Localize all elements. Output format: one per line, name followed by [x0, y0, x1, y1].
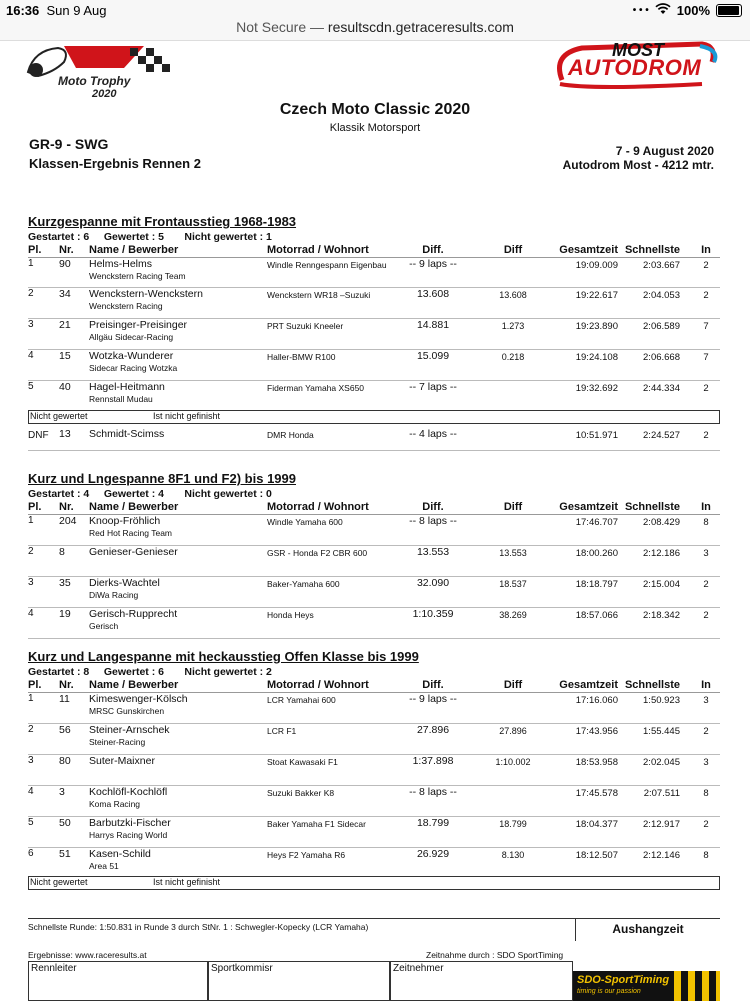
cell-diff2: 1:10.002 — [495, 757, 531, 767]
section-3 — [28, 649, 720, 890]
cell-gesamt: 18:00.260 — [575, 548, 618, 559]
cell-in: 3 — [703, 548, 709, 559]
cell-motorrad: Haller-BMW R100 — [267, 352, 336, 362]
cell-diff: 1:37.898 — [412, 755, 454, 767]
cell-in: 8 — [703, 788, 709, 799]
cell-in: 7 — [703, 352, 709, 363]
cell-team: Wenckstern Racing — [89, 301, 163, 311]
cell-name: Kochlöfl-Kochlöfl — [89, 786, 168, 798]
zeitnehmer-box: Zeitnehmer — [390, 961, 573, 1001]
cell-team: MRSC Gunskirchen — [89, 706, 165, 716]
class-code: GR-9 - SWG — [29, 136, 109, 152]
col-name: Name / Bewerber — [89, 501, 179, 513]
cell-gesamt: 19:22.617 — [575, 290, 618, 301]
cell-name: Schmidt-Scimss — [89, 428, 165, 440]
cell-name: Wotzka-Wunderer — [89, 350, 174, 362]
cell-diff: 1:10.359 — [412, 608, 454, 620]
cell-schnell: 2:12.186 — [643, 548, 680, 559]
col-motorrad: Motorrad / Wohnort — [267, 501, 369, 513]
cell-motorrad: LCR F1 — [267, 726, 297, 736]
cell-nr: 50 — [59, 817, 71, 829]
col-diff: Diff. — [422, 679, 444, 691]
cell-name: Hagel-Heitmann — [89, 381, 165, 393]
cell-nr: 3 — [59, 786, 65, 798]
cell-nr: 34 — [59, 288, 71, 300]
table-row — [28, 608, 720, 639]
cell-pl: 3 — [28, 755, 34, 766]
cell-pl: 4 — [28, 350, 34, 361]
sdo-logo-tagline: timing is our passion — [577, 988, 641, 995]
cell-nr: 19 — [59, 608, 71, 620]
cell-motorrad: Baker Yamaha F1 Sidecar — [267, 819, 366, 829]
col-name: Name / Bewerber — [89, 679, 179, 691]
cell-diff2: 1.273 — [501, 321, 525, 331]
cell-team: Wenckstern Racing Team — [89, 271, 186, 281]
cell-pl: 2 — [28, 724, 34, 735]
cell-motorrad: Baker-Yamaha 600 — [267, 579, 340, 589]
cell-diff: 27.896 — [416, 724, 450, 736]
col-diff: Diff. — [422, 501, 444, 513]
cell-pl: 5 — [28, 817, 34, 828]
cell-nr: 90 — [59, 258, 71, 270]
table-row — [28, 786, 720, 817]
table-row — [28, 258, 720, 288]
cell-schnell: 2:12.146 — [643, 850, 680, 861]
cell-gesamt: 17:45.578 — [575, 788, 618, 799]
cell-gesamt: 18:53.958 — [575, 757, 618, 768]
section-2 — [28, 471, 720, 639]
table-row — [28, 755, 720, 786]
table-row — [28, 319, 720, 350]
signal-icon: • • • — [632, 5, 649, 16]
col-motorrad: Motorrad / Wohnort — [267, 679, 369, 691]
cell-diff2: 8.130 — [501, 850, 525, 860]
nicht-gewertet-label: Nicht gewertet — [30, 411, 88, 421]
address-bar[interactable] — [0, 19, 750, 35]
cell-pl: 1 — [28, 693, 34, 704]
cell-nr: 21 — [59, 319, 71, 331]
event-venue: Autodrom Most - 4212 mtr. — [562, 158, 714, 172]
cell-name: Preisinger-Preisinger — [89, 319, 188, 331]
cell-motorrad: LCR Yamahai 600 — [267, 695, 336, 705]
col-diff2: Diff — [503, 501, 523, 513]
cell-schnell: 2:07.511 — [643, 788, 680, 799]
cell-motorrad: PRT Suzuki Kneeler — [267, 321, 344, 331]
cell-motorrad: GSR - Honda F2 CBR 600 — [267, 548, 368, 558]
cell-name: Wenckstern-Wenckstern — [89, 288, 203, 300]
fastest-lap-note: Schnellste Runde: 1:50.831 in Runde 3 durch StNr. 1 : Schwegler-Kopecky (LCR Yamaha) — [28, 922, 369, 932]
table-row — [28, 381, 720, 410]
col-in: In — [701, 501, 711, 513]
battery-icon — [716, 4, 742, 17]
results-footer — [28, 918, 720, 1001]
cell-motorrad: Windle Renngespann Eigenbau — [267, 260, 387, 270]
col-schnell: Schnellste — [624, 501, 680, 513]
cell-gesamt: 10:51.971 — [575, 430, 618, 441]
col-gesamt: Gesamtzeit — [559, 501, 618, 513]
cell-gesamt: 19:24.108 — [575, 352, 618, 363]
cell-nr: 8 — [59, 546, 65, 558]
status-right — [633, 3, 742, 18]
cell-name: Suter-Maixner — [89, 755, 155, 767]
cell-pl: 6 — [28, 848, 34, 859]
cell-gesamt: 18:57.066 — [575, 610, 618, 621]
cell-pl: 3 — [28, 577, 34, 588]
cell-schnell: 2:02.045 — [643, 757, 680, 768]
column-header-row — [28, 244, 720, 258]
cell-nr: 204 — [59, 515, 77, 527]
cell-name: Steiner-Arnschek — [89, 724, 170, 736]
col-name: Name / Bewerber — [89, 244, 179, 256]
col-pl: Pl. — [28, 244, 42, 256]
cell-diff: 15.099 — [416, 350, 450, 362]
wifi-icon — [655, 3, 671, 18]
not-secure-label: Not Secure — — [236, 19, 325, 35]
col-in: In — [701, 679, 711, 691]
nicht-gewertet-box — [28, 876, 720, 890]
cell-diff: -- 9 laps -- — [409, 258, 457, 270]
cell-diff2: 0.218 — [501, 352, 525, 362]
col-diff2: Diff — [503, 679, 523, 691]
table-row — [28, 848, 720, 876]
logo-right-most: MOST — [612, 40, 664, 60]
checkered-flag-icon — [674, 971, 720, 1001]
table-row — [28, 724, 720, 755]
cell-diff2: 13.608 — [499, 290, 527, 300]
section-title: Kurzgespanne mit Frontausstieg 1968-1983 — [28, 214, 297, 229]
cell-gesamt: 19:09.009 — [575, 260, 618, 271]
cell-diff2: 38.269 — [499, 610, 527, 620]
cell-team: DiWa Racing — [89, 590, 139, 600]
cell-pl: 2 — [28, 546, 34, 557]
cell-gesamt: 19:23.890 — [575, 321, 618, 332]
table-row — [28, 515, 720, 546]
cell-schnell: 2:06.668 — [643, 352, 680, 363]
section-title: Kurz und Langespanne mit heckausstieg Offen Klasse bis 1999 — [28, 649, 419, 664]
cell-gesamt: 18:12.507 — [575, 850, 618, 861]
cell-team: Red Hot Racing Team — [89, 528, 172, 538]
logo-right-autodrom: AUTODROM — [568, 55, 702, 80]
cell-diff2: 27.896 — [499, 726, 527, 736]
cell-in: 2 — [703, 726, 709, 737]
table-row-dnf — [28, 428, 720, 451]
cell-motorrad: Suzuki Bakker K8 — [267, 788, 335, 798]
browser-status-bar — [0, 0, 750, 41]
cell-gesamt: 18:04.377 — [575, 819, 618, 830]
event-title: Czech Moto Classic 2020 — [279, 101, 471, 118]
cell-diff: 13.553 — [416, 546, 450, 558]
cell-pl: 4 — [28, 608, 34, 619]
section-1 — [28, 214, 720, 451]
cell-schnell: 2:04.053 — [643, 290, 680, 301]
sdo-logo-title: SDO-SportTiming — [577, 974, 670, 986]
table-row — [28, 693, 720, 724]
cell-team: Area 51 — [89, 861, 119, 871]
col-nr: Nr. — [59, 501, 74, 513]
cell-in: 2 — [703, 579, 709, 590]
url-text: resultscdn.getraceresults.com — [327, 19, 514, 35]
col-in: In — [701, 244, 711, 256]
sportkommissar-box: Sportkommisr — [208, 961, 390, 1001]
cell-name: Dierks-Wachtel — [89, 577, 160, 589]
logo-left-year: 2020 — [92, 88, 117, 100]
aushangzeit-box: Aushangzeit — [575, 919, 720, 941]
cell-schnell: 1:55.445 — [643, 726, 680, 737]
col-schnell: Schnellste — [624, 679, 680, 691]
cell-pl: 2 — [28, 288, 34, 299]
col-motorrad: Motorrad / Wohnort — [267, 244, 369, 256]
cell-diff: 13.608 — [416, 288, 450, 300]
most-autodrom-logo — [552, 40, 720, 90]
nicht-gewertet-text: Ist nicht gefinisht — [153, 877, 221, 887]
cell-motorrad: Fiderman Yamaha XS650 — [267, 383, 365, 393]
cell-pl: 1 — [28, 258, 34, 269]
cell-nr: 80 — [59, 755, 71, 767]
cell-nr: 51 — [59, 848, 71, 860]
cell-schnell: 2:18.342 — [643, 610, 680, 621]
cell-name: Genieser-Genieser — [89, 546, 178, 558]
col-diff2: Diff — [503, 244, 523, 256]
cell-motorrad: Honda Heys — [267, 610, 314, 620]
cell-diff: -- 7 laps -- — [409, 381, 457, 393]
timing-provider: Zeitnahme durch : SDO SportTiming — [426, 950, 564, 960]
rennleiter-box: Rennleiter — [28, 961, 208, 1001]
cell-diff2: 18.537 — [499, 579, 527, 589]
result-type: Klassen-Ergebnis Rennen 2 — [29, 156, 201, 171]
cell-in: 2 — [703, 610, 709, 621]
col-pl: Pl. — [28, 501, 42, 513]
cell-gesamt: 17:16.060 — [575, 695, 618, 706]
table-row — [28, 546, 720, 577]
cell-name: Barbutzki-Fischer — [89, 817, 171, 829]
logo-left-text: Moto Trophy — [58, 74, 131, 88]
table-row — [28, 288, 720, 319]
col-pl: Pl. — [28, 679, 42, 691]
cell-in: 2 — [703, 819, 709, 830]
cell-nr: 13 — [59, 428, 71, 440]
cell-nr: 15 — [59, 350, 71, 362]
cell-team: Sidecar Racing Wotzka — [89, 363, 178, 373]
col-gesamt: Gesamtzeit — [559, 679, 618, 691]
cell-gesamt: 17:43.956 — [575, 726, 618, 737]
cell-nr: 40 — [59, 381, 71, 393]
cell-diff: -- 8 laps -- — [409, 515, 457, 527]
cell-in: 2 — [703, 383, 709, 394]
cell-in: 7 — [703, 321, 709, 332]
cell-name: Gerisch-Rupprecht — [89, 608, 178, 620]
cell-motorrad: Windle Yamaha 600 — [267, 517, 343, 527]
cell-schnell: 2:08.429 — [643, 517, 680, 528]
cell-diff: -- 9 laps -- — [409, 693, 457, 705]
section-stats: Gestartet : 6 Gewertet : 5 Nicht gewertet : 1 — [28, 231, 272, 243]
cell-gesamt: 17:46.707 — [575, 517, 618, 528]
column-header-row — [28, 679, 720, 693]
nicht-gewertet-box — [28, 410, 720, 424]
cell-diff: 18.799 — [416, 817, 450, 829]
section-stats: Gestartet : 8 Gewertet : 6 Nicht gewertet : 2 — [28, 666, 272, 678]
cell-pl: DNF — [28, 430, 49, 441]
cell-diff2: 13.553 — [499, 548, 527, 558]
cell-name: Kasen-Schild — [89, 848, 151, 860]
table-row — [28, 577, 720, 608]
cell-pl: 3 — [28, 319, 34, 330]
nicht-gewertet-text: Ist nicht gefinisht — [153, 411, 221, 421]
cell-gesamt: 18:18.797 — [575, 579, 618, 590]
event-subtitle: Klassik Motorsport — [329, 122, 421, 134]
results-document — [0, 40, 750, 1000]
col-nr: Nr. — [59, 244, 74, 256]
cell-nr: 56 — [59, 724, 71, 736]
col-nr: Nr. — [59, 679, 74, 691]
cell-team: Gerisch — [89, 621, 119, 631]
cell-diff: 14.881 — [416, 319, 450, 331]
cell-schnell: 1:50.923 — [643, 695, 680, 706]
cell-motorrad: Stoat Kawasaki F1 — [267, 757, 338, 767]
cell-diff: -- 4 laps -- — [409, 428, 457, 440]
cell-pl: 5 — [28, 381, 34, 392]
cell-nr: 11 — [59, 693, 70, 705]
status-time: 16:36 Sun 9 Aug — [6, 3, 107, 18]
cell-team: Allgäu Sidecar-Racing — [89, 332, 174, 342]
results-url: Ergebnisse: www.raceresults.at — [28, 950, 147, 960]
cell-pl: 1 — [28, 515, 34, 526]
cell-schnell: 2:03.667 — [643, 260, 680, 271]
cell-in: 2 — [703, 290, 709, 301]
cell-in: 8 — [703, 850, 709, 861]
cell-motorrad: Heys F2 Yamaha R6 — [267, 850, 346, 860]
cell-schnell: 2:44.334 — [643, 383, 680, 394]
cell-in: 8 — [703, 517, 709, 528]
section-stats: Gestartet : 4 Gewertet : 4 Nicht gewertet : 0 — [28, 488, 272, 500]
cell-diff: 26.929 — [416, 848, 450, 860]
cell-in: 3 — [703, 757, 709, 768]
col-diff: Diff. — [422, 244, 444, 256]
table-row — [28, 817, 720, 848]
cell-team: Rennstall Mudau — [89, 394, 153, 404]
cell-schnell: 2:12.917 — [643, 819, 680, 830]
moto-trophy-logo — [24, 42, 184, 100]
cell-in: 3 — [703, 695, 709, 706]
battery-percent: 100% — [676, 3, 710, 18]
cell-pl: 4 — [28, 786, 34, 797]
cell-schnell: 2:15.004 — [643, 579, 680, 590]
event-dates: 7 - 9 August 2020 — [615, 144, 714, 158]
col-gesamt: Gesamtzeit — [559, 244, 618, 256]
cell-in: 2 — [703, 430, 709, 441]
cell-name: Knoop-Fröhlich — [89, 515, 161, 527]
cell-schnell: 2:24.527 — [643, 430, 680, 441]
cell-team: Harrys Racing World — [89, 830, 168, 840]
cell-team: Koma Racing — [89, 799, 141, 809]
sdo-sporttiming-logo — [573, 971, 720, 1001]
cell-name: Helms-Helms — [89, 258, 152, 270]
table-row — [28, 350, 720, 381]
cell-in: 2 — [703, 260, 709, 271]
cell-schnell: 2:06.589 — [643, 321, 680, 332]
cell-motorrad: Wenckstern WR18 –Suzuki — [267, 290, 371, 300]
cell-diff: -- 8 laps -- — [409, 786, 457, 798]
section-title: Kurz und Lngespanne 8F1 und F2) bis 1999 — [28, 471, 296, 486]
cell-diff: 32.090 — [416, 577, 450, 589]
cell-diff2: 18.799 — [499, 819, 527, 829]
cell-gesamt: 19:32.692 — [575, 383, 618, 394]
column-header-row — [28, 501, 720, 515]
cell-motorrad: DMR Honda — [267, 430, 314, 440]
nicht-gewertet-label: Nicht gewertet — [30, 877, 88, 887]
cell-name: Kimeswenger-Kölsch — [89, 693, 188, 705]
cell-team: Steiner-Racing — [89, 737, 146, 747]
col-schnell: Schnellste — [624, 244, 680, 256]
cell-nr: 35 — [59, 577, 71, 589]
